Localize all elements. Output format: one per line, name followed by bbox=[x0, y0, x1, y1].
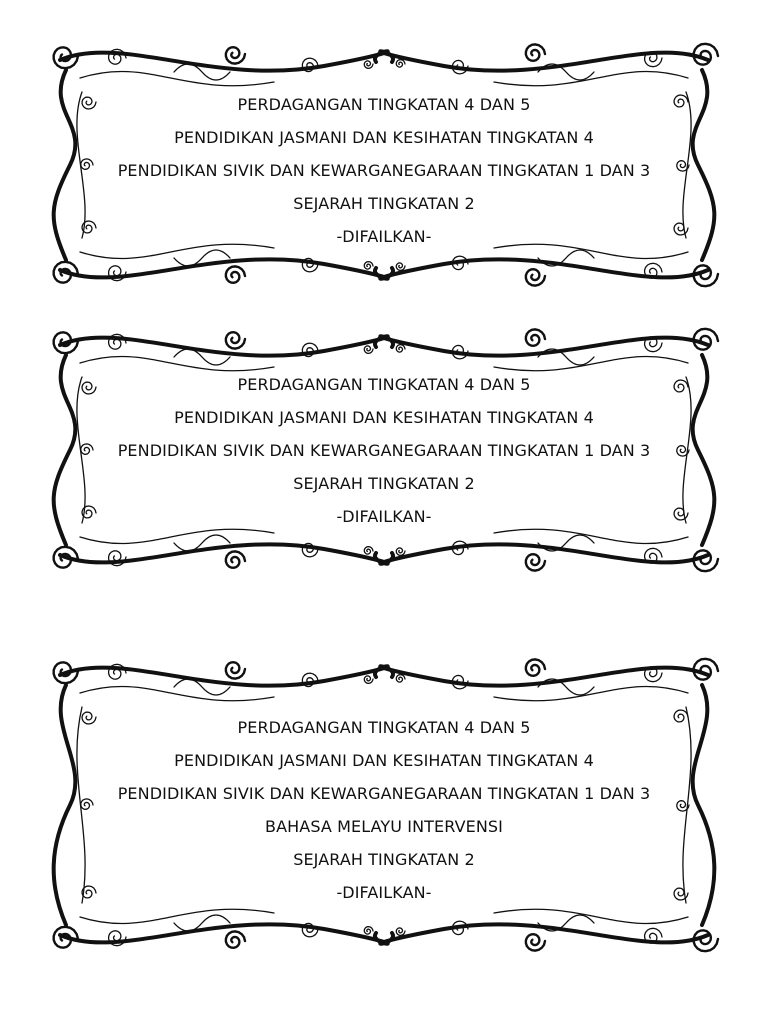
label-line: SEJARAH TINGKATAN 2 bbox=[293, 850, 475, 869]
label-line: PENDIDIKAN JASMANI DAN KESIHATAN TINGKATAN 4 bbox=[174, 751, 594, 770]
label-text-block bbox=[38, 711, 730, 909]
label-card-2 bbox=[38, 315, 730, 585]
label-line: -DIFAILKAN- bbox=[336, 883, 432, 902]
label-line: BAHASA MELAYU INTERVENSI bbox=[265, 817, 503, 836]
label-line: -DIFAILKAN- bbox=[336, 507, 432, 526]
label-line: PENDIDIKAN SIVIK DAN KEWARGANEGARAAN TINGKATAN 1 DAN 3 bbox=[117, 441, 651, 460]
label-line: PERDAGANGAN TINGKATAN 4 DAN 5 bbox=[237, 375, 531, 394]
label-card-3 bbox=[38, 645, 730, 965]
label-line: PENDIDIKAN JASMANI DAN KESIHATAN TINGKATAN 4 bbox=[174, 128, 594, 147]
label-text-block bbox=[38, 88, 730, 253]
label-line: PERDAGANGAN TINGKATAN 4 DAN 5 bbox=[237, 95, 531, 114]
label-line: -DIFAILKAN- bbox=[336, 227, 432, 246]
label-line: SEJARAH TINGKATAN 2 bbox=[293, 474, 475, 493]
label-line: PENDIDIKAN SIVIK DAN KEWARGANEGARAAN TINGKATAN 1 DAN 3 bbox=[117, 161, 651, 180]
label-text-block bbox=[38, 368, 730, 533]
label-line: PERDAGANGAN TINGKATAN 4 DAN 5 bbox=[237, 718, 531, 737]
label-card-1 bbox=[38, 30, 730, 300]
label-line: PENDIDIKAN SIVIK DAN KEWARGANEGARAAN TINGKATAN 1 DAN 3 bbox=[117, 784, 651, 803]
label-line: PENDIDIKAN JASMANI DAN KESIHATAN TINGKATAN 4 bbox=[174, 408, 594, 427]
label-line: SEJARAH TINGKATAN 2 bbox=[293, 194, 475, 213]
